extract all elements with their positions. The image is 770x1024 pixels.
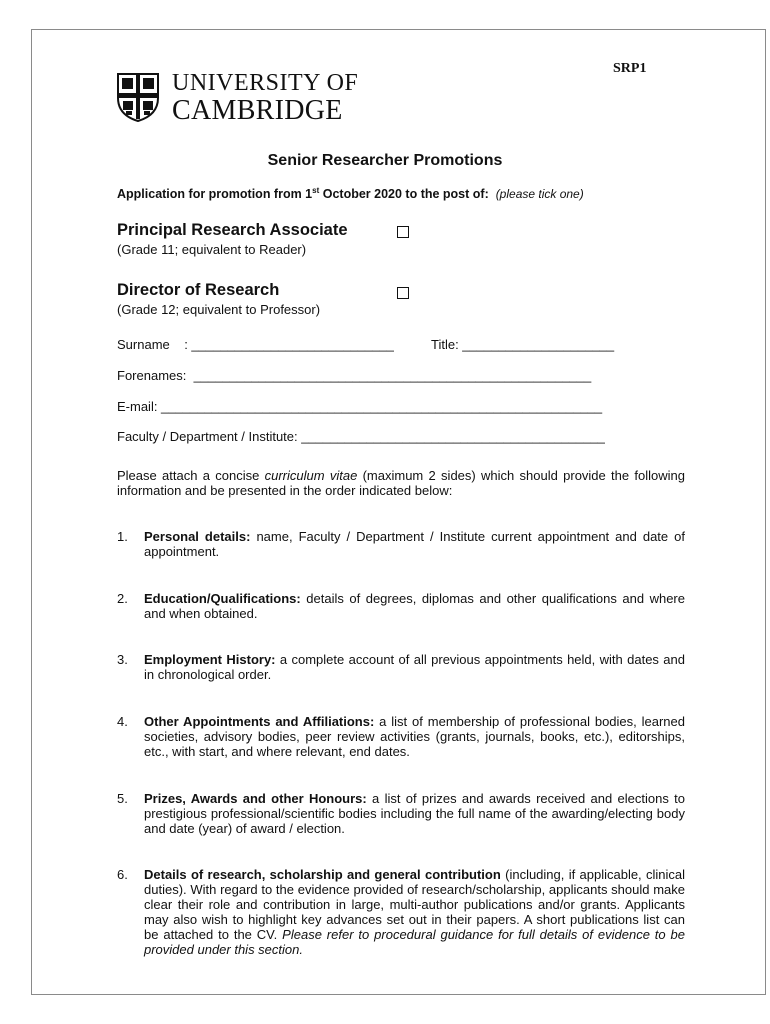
- list-item-label: Employment History:: [144, 652, 276, 667]
- list-item-text: a list of prizes and awards received and elections to prestigious professional/scientific bodies including the full name of the awarding/electing body and date (year) of award / election.: [144, 791, 685, 836]
- surname-field[interactable]: Surname : ____________________________: [117, 337, 394, 352]
- application-hint: (please tick one): [495, 187, 584, 202]
- intro-before: Please attach a concise: [117, 468, 265, 483]
- list-item-label: Other Appointments and Affiliations:: [144, 714, 375, 729]
- list-item-number: 4.: [117, 714, 128, 729]
- page-border: [31, 29, 766, 995]
- logo-line-cambridge: CAMBRIDGE: [172, 95, 343, 126]
- list-item-text: (including, if applicable, clinical duties). With regard to the evidence provided of research/scholarship, applicants should make clear their role and contribution in large, multi-author publications and/or grants. Applicants may also wish to highlight key advances set out in their papers. A short publications list can be attached to the CV.: [144, 867, 686, 942]
- list-item-text: a complete account of all previous appointments held, with dates and in chronological order.: [144, 652, 685, 682]
- page-title: Senior Researcher Promotions: [267, 152, 503, 169]
- list-item-number: 2.: [117, 591, 128, 606]
- list-item-other-appointments: [117, 714, 685, 759]
- application-text-after: October 2020 to the post of:: [319, 187, 489, 202]
- list-item-number: 5.: [117, 791, 128, 806]
- list-item-text: name, Faculty / Department / Institute current appointment and date of appointment.: [144, 529, 685, 559]
- university-crest-icon: [116, 72, 160, 122]
- list-item-label: Prizes, Awards and other Honours:: [144, 791, 367, 806]
- checkbox-director-of-research[interactable]: [397, 287, 409, 299]
- checkbox-principal-research-associate[interactable]: [397, 226, 409, 238]
- list-item-text: details of degrees, diplomas and other qualifications and where and when obtained.: [144, 591, 685, 621]
- logo-line-university: UNIVERSITY OF: [172, 70, 359, 96]
- application-line: [117, 186, 584, 201]
- list-item-employment-history: [117, 652, 685, 682]
- list-item-text: a list of membership of professional bodies, learned societies, advisory bodies, peer review activities (grants, journals, books, etc.), editorships, etc., with start, and where relevant, end dates.: [144, 714, 685, 759]
- title-field[interactable]: Title: _____________________: [431, 337, 615, 352]
- post-grade-director-of-research: (Grade 12; equivalent to Professor): [117, 302, 321, 317]
- application-text-before: Application for promotion from 1: [117, 187, 313, 202]
- post-title-director-of-research: Director of Research: [117, 281, 280, 299]
- list-item-italic-note: Please refer to procedural guidance for full details of evidence to be provided under this section.: [144, 927, 685, 957]
- list-item-personal-details: [117, 529, 685, 559]
- list-item-label: Personal details:: [144, 529, 251, 544]
- list-item-number: 1.: [117, 529, 128, 544]
- list-item-education: [117, 591, 685, 621]
- list-item-number: 6.: [117, 867, 128, 882]
- application-superscript: st: [312, 186, 320, 195]
- list-item-prizes-awards: [117, 791, 685, 836]
- list-item-label: Education/Qualifications:: [144, 591, 301, 606]
- list-item-number: 3.: [117, 652, 128, 667]
- email-field[interactable]: E-mail: _____________________________________________________________: [117, 399, 603, 414]
- intro-paragraph: [117, 468, 685, 498]
- post-grade-principal-research-associate: (Grade 11; equivalent to Reader): [117, 242, 307, 257]
- form-code: SRP1: [613, 61, 647, 76]
- intro-cv: curriculum vitae: [264, 468, 358, 483]
- list-item-research-details: [117, 867, 685, 957]
- list-item-label: Details of research, scholarship and general contribution: [144, 867, 501, 882]
- forenames-field[interactable]: Forenames: _______________________________________________________: [117, 368, 592, 383]
- intro-after: (maximum 2 sides) which should provide the following information and be presented in the order indicated below:: [117, 468, 685, 498]
- faculty-field[interactable]: Faculty / Department / Institute: __________________________________________: [117, 429, 605, 444]
- post-title-principal-research-associate: Principal Research Associate: [117, 221, 348, 239]
